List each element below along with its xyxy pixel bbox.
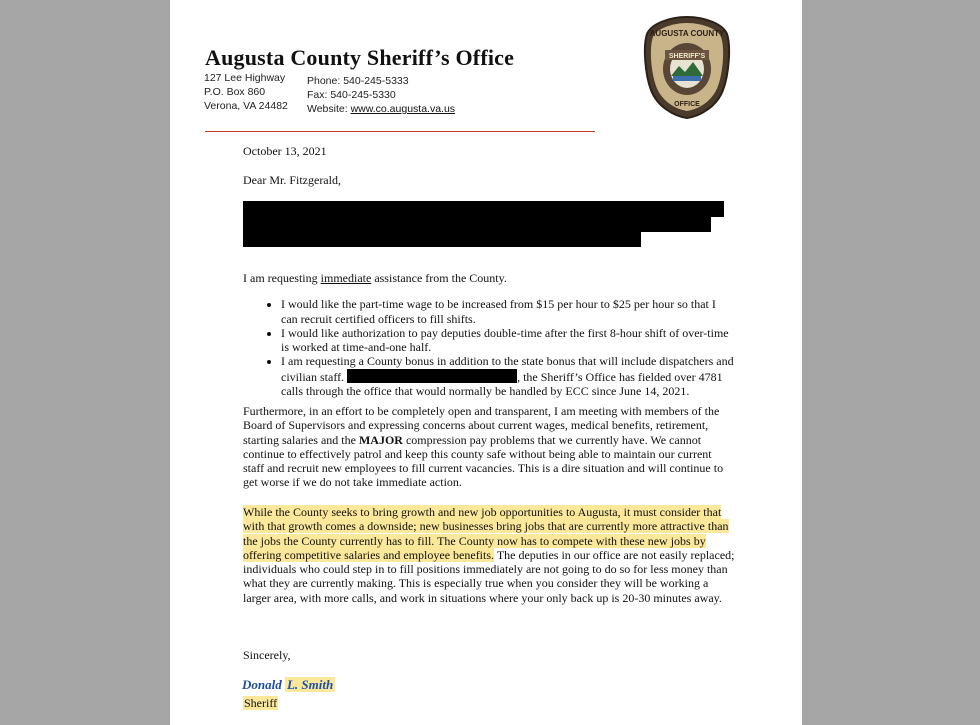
intro-text: I am requesting — [243, 271, 321, 285]
address-line: P.O. Box 860 — [204, 86, 266, 98]
signature-first: Donald — [242, 677, 285, 692]
paragraph-text: The deputies in our office are not easily replaced; individuals who could step in to fill positions immediately are not going to do so for less money than what they are currently making. This is especially true when you consider they will be working a larger area, with more calls, and work in situations where your only back up is 20-30 minutes away. — [243, 547, 735, 605]
letter-page — [170, 0, 802, 725]
phone-line: Phone: 540-245-5333 — [307, 75, 409, 87]
letter-date: October 13, 2021 — [243, 144, 327, 158]
address-block — [204, 71, 288, 113]
paragraph-text: compression pay problems that we currently have. We cannot continue to effectively patrol and keep this county safe without being able to maintain our current staff and recruit new employees to fill current vacancies. This is a dire situation and will continue to get worse if we do not take immediate action. — [243, 432, 724, 490]
signer-title — [243, 696, 278, 711]
signer-title-text: Sheriff — [244, 696, 278, 710]
request-list — [243, 297, 735, 398]
redaction-block — [243, 231, 641, 247]
website-line — [307, 102, 455, 116]
paragraph-bold: MAJOR — [358, 432, 403, 447]
request-section — [243, 259, 735, 398]
intro-text: assistance from the County. — [371, 271, 507, 285]
website-label: Website: — [307, 103, 351, 115]
letterhead-divider — [205, 131, 595, 132]
highlighted-text: While the County seeks to bring growth and new job opportunities to Augusta, it must consider that with that growth comes a downside; new businesses bring jobs that are currently more attractive than the jobs the County currently has to fill. The County now has to compete with these new jobs by offering competitive salaries and employee benefits. — [243, 505, 729, 562]
fax-line: Fax: 540-245-5330 — [307, 89, 396, 101]
inline-redaction — [347, 369, 517, 383]
signature-highlighted: L. Smith — [286, 677, 334, 692]
request-item-text: , the Sheriff’s Office has fielded over 4781 calls through the office that would normally be handled by ECC since June 14, 2021. — [281, 369, 723, 399]
website-link[interactable]: www.co.augusta.va.us — [350, 103, 456, 115]
request-item — [281, 354, 735, 398]
office-title: Augusta County Sheriff’s Office — [205, 45, 515, 70]
request-item: • I would like authorization to pay deputies double-time after the first 8-hour shift of over-time is worked at time-and-one half. — [281, 326, 735, 355]
seal-bottom-text: OFFICE — [674, 101, 700, 108]
paragraph-transparency — [243, 404, 735, 490]
redaction-block — [243, 201, 724, 217]
intro-emphasis: immediate — [320, 271, 372, 285]
request-intro — [243, 271, 735, 285]
redaction-block — [243, 216, 711, 232]
paragraph-growth — [243, 505, 735, 605]
seal-banner-text: SHERIFF'S — [668, 53, 706, 60]
closing: Sincerely, — [243, 648, 291, 662]
seal-top-text: AUGUSTA COUNTY — [649, 29, 725, 38]
contact-block — [307, 74, 455, 116]
signature — [242, 677, 335, 693]
address-line: Verona, VA 24482 — [204, 100, 288, 112]
address-line: 127 Lee Highway — [204, 72, 286, 84]
salutation: Dear Mr. Fitzgerald, — [243, 173, 341, 187]
paragraph-text: Furthermore, in an effort to be completely open and transparent, I am meeting with members of the Board of Supervisors and expressing concerns about current wages, medical benefits, retirement, starting salaries and the — [243, 404, 720, 447]
sheriff-seal-icon — [643, 14, 731, 120]
request-item-text: I am requesting a County bonus in addition to the state bonus that will include dispatchers and civilian staff. — [281, 354, 734, 384]
request-item: • I would like the part-time wage to be increased from $15 per hour to $25 per hour so that I can recruit certified officers to fill shifts. — [281, 297, 735, 326]
